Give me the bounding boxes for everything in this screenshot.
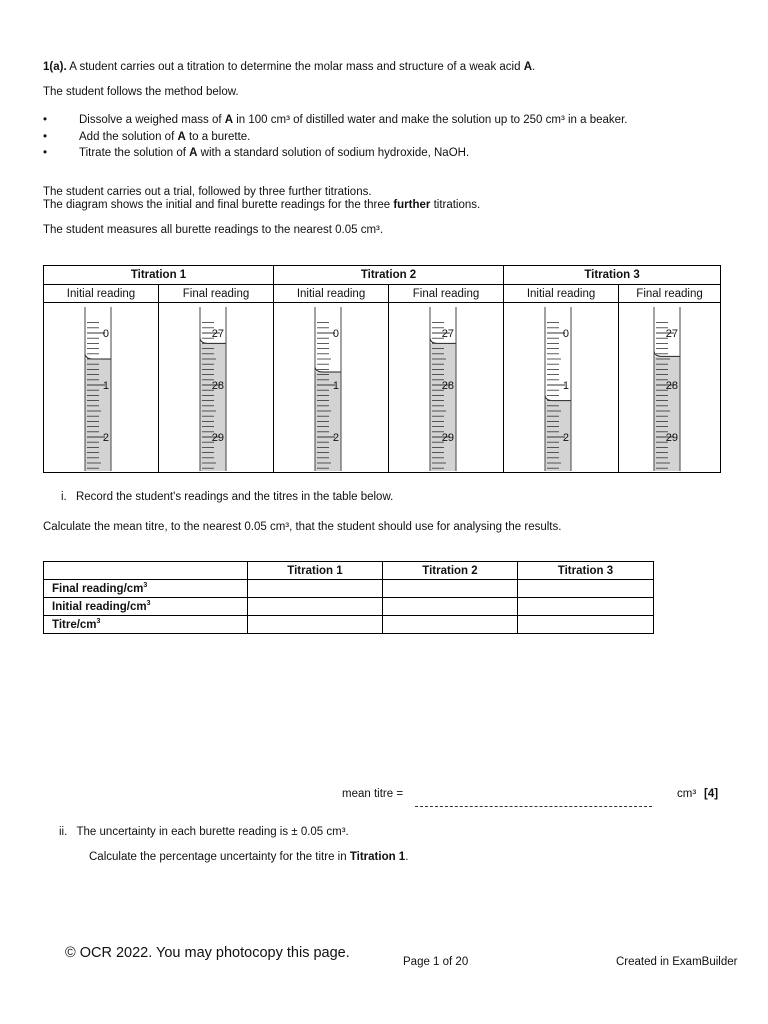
meniscus-highlight	[86, 345, 111, 358]
footer-page-number: Page 1 of 20	[403, 956, 469, 968]
scale-label: 27	[665, 327, 678, 340]
burette-scale	[196, 307, 236, 471]
burette-initial-3	[504, 303, 619, 473]
part-ii-calc-bold: Titration 1	[349, 851, 406, 863]
part-i	[61, 491, 393, 503]
scale-label: 2	[102, 431, 109, 444]
reading-subheader: Initial reading	[44, 285, 159, 303]
scale-label: 28	[211, 379, 224, 392]
answer-cell[interactable]	[518, 580, 654, 598]
table-row	[44, 580, 654, 598]
answer-cell[interactable]	[383, 598, 518, 616]
row-label	[44, 616, 248, 634]
answer-cell[interactable]	[518, 598, 654, 616]
bullet-bold: A	[224, 114, 234, 126]
bullet-pre: Dissolve a weighed mass of	[79, 114, 225, 126]
bullet-text	[79, 147, 469, 159]
mean-titre-answer-line[interactable]	[415, 806, 652, 807]
bullet-bold: A	[177, 130, 186, 143]
answer-cell[interactable]	[248, 598, 383, 616]
titration-header: Titration 3	[504, 266, 721, 285]
row-label	[44, 598, 248, 616]
burette-initial-2	[274, 303, 389, 473]
reading-subheader: Final reading	[389, 285, 504, 303]
results-header: Titration 3	[518, 562, 654, 580]
answer-cell[interactable]	[383, 580, 518, 598]
part-i-label: i.	[61, 491, 67, 503]
scale-label: 29	[665, 431, 678, 444]
table-row	[44, 616, 654, 634]
scale-label: 2	[562, 431, 570, 444]
part-ii-calc-pre: Calculate the percentage uncertainty for the titre in	[89, 851, 350, 863]
scale-label: 1	[102, 379, 109, 392]
intro-end: .	[532, 61, 536, 73]
scale-label: 27	[211, 327, 224, 340]
question-intro	[43, 61, 535, 73]
diagram-post: titrations.	[430, 199, 481, 211]
part-ii	[59, 826, 349, 838]
row-label-text: Titre/cm	[52, 618, 97, 631]
trial-line: The student carries out a trial, followed by three further titrations.	[43, 186, 372, 198]
answer-cell[interactable]	[518, 616, 654, 634]
footer-created: Created in ExamBuilder	[616, 956, 738, 968]
results-header: Titration 1	[248, 562, 383, 580]
part-ii-label: ii.	[59, 826, 68, 838]
burette-initial-1	[44, 303, 159, 473]
titration-header: Titration 2	[274, 266, 504, 285]
bullet-text	[79, 114, 627, 126]
bullet-icon: •	[43, 147, 48, 159]
mean-titre-unit: cm³	[677, 788, 697, 800]
results-table	[43, 561, 654, 634]
bullet-icon: •	[43, 130, 48, 143]
results-header: Titration 2	[383, 562, 518, 580]
calc-line: Calculate the mean titre, to the nearest 0.05 cm³, that the student should use for analysing the results.	[43, 521, 562, 533]
scale-label: 27	[441, 327, 455, 340]
scale-label: 0	[332, 327, 340, 340]
scale-label: 28	[441, 379, 455, 392]
scale-label: 0	[562, 327, 570, 340]
scale-label: 29	[211, 431, 224, 444]
titration-header: Titration 1	[44, 266, 274, 285]
part-ii-calc-post: .	[405, 851, 409, 863]
answer-cell[interactable]	[248, 616, 383, 634]
nearest-line: The student measures all burette readings to the nearest 0.05 cm³.	[43, 224, 384, 236]
reading-subheader: Final reading	[619, 285, 721, 303]
scale-label: 2	[332, 431, 340, 444]
reading-subheader: Final reading	[159, 285, 274, 303]
mean-titre-label: mean titre =	[342, 788, 404, 800]
method-intro: The student follows the method below.	[43, 86, 239, 98]
burette-scale	[81, 307, 121, 471]
burette-scale	[650, 307, 690, 471]
scale-label: 1	[332, 379, 340, 392]
burette-liquid	[654, 356, 680, 471]
burette-scale	[311, 307, 351, 471]
part-ii-calc	[89, 851, 408, 863]
intro-text: A student carries out a titration to determine the molar mass and structure of a weak acid	[69, 61, 521, 73]
footer-copyright: © OCR 2022. You may photocopy this page.	[65, 945, 350, 961]
bullet-post: to a burette.	[185, 130, 251, 143]
row-label-text: Final reading/cm	[52, 582, 144, 595]
row-label-text: Initial reading/cm	[52, 600, 147, 613]
answer-cell[interactable]	[383, 616, 518, 634]
burette-liquid	[430, 343, 456, 471]
answer-cell[interactable]	[248, 580, 383, 598]
mean-titre-marks: [4]	[704, 788, 719, 800]
bullet-icon: •	[43, 114, 48, 126]
bullet-pre: Titrate the solution of	[79, 147, 190, 159]
burette-liquid	[200, 343, 226, 471]
burette-scale	[541, 307, 581, 471]
burette-final-3	[619, 303, 721, 473]
burette-table	[43, 265, 721, 473]
row-label-sup: 3	[96, 617, 101, 625]
bullet-bold: A	[189, 147, 198, 159]
part-i-instruction: Record the student's readings and the titres in the table below.	[75, 491, 394, 503]
diagram-bold: further	[393, 199, 431, 211]
reading-subheader: Initial reading	[274, 285, 389, 303]
part-ii-text: The uncertainty in each burette reading is ± 0.05 cm³.	[76, 826, 349, 838]
row-label	[44, 580, 248, 598]
scale-label: 1	[562, 379, 570, 392]
row-label-sup: 3	[143, 581, 148, 589]
burette-final-1	[159, 303, 274, 473]
bullet-post: with a standard solution of sodium hydroxide, NaOH.	[197, 147, 470, 159]
bullet-pre: Add the solution of	[79, 130, 178, 143]
burette-scale	[426, 307, 466, 471]
diagram-pre: The diagram shows the initial and final burette readings for the three	[43, 199, 394, 211]
question-number: 1(a).	[43, 61, 67, 73]
bullet-text	[79, 131, 250, 143]
burette-liquid	[85, 359, 111, 471]
table-row	[44, 598, 654, 616]
scale-label: 28	[665, 379, 678, 392]
row-label-sup: 3	[146, 599, 151, 607]
scale-label: 0	[102, 327, 109, 340]
acid-name: A	[523, 61, 533, 73]
scale-label: 29	[441, 431, 455, 444]
results-header-blank	[44, 562, 248, 580]
burette-final-2	[389, 303, 504, 473]
bullet-post: in 100 cm³ of distilled water and make the solution up to 250 cm³ in a beaker.	[233, 114, 628, 126]
diagram-line	[43, 199, 480, 211]
reading-subheader: Initial reading	[504, 285, 619, 303]
